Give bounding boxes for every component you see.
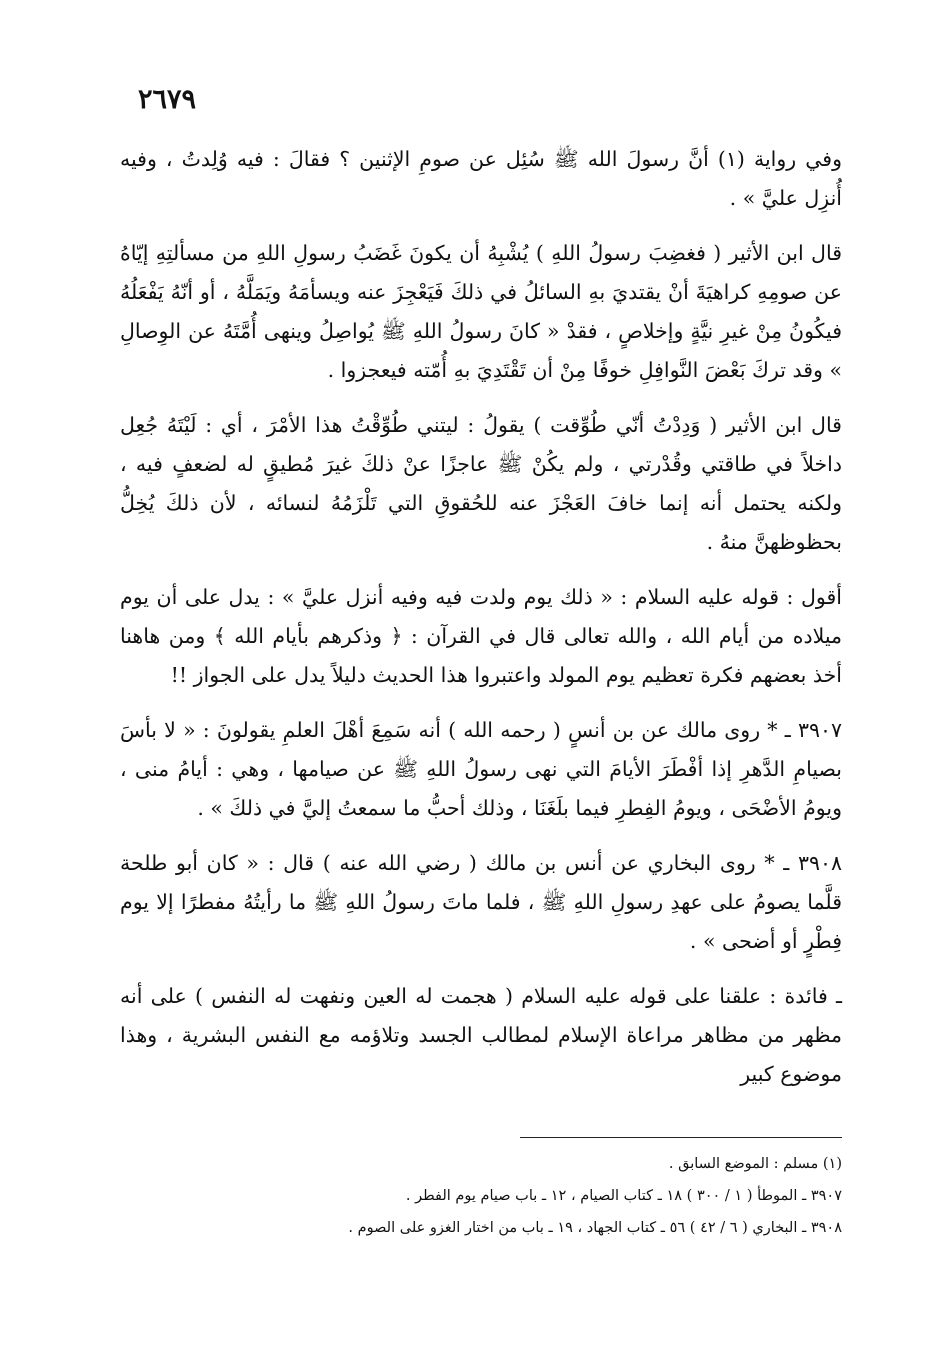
body-text xyxy=(120,140,842,1110)
footnote-divider xyxy=(520,1137,842,1138)
paragraph-ibn-athir-anger: قال ابن الأثير ( فغضِبَ رسولُ اللهِ ) يُشْبِهُ أن يكونَ غَضَبُ رسولِ اللهِ من مسألتِهِ إيّاهُ عن صومِهِ كراهيَةَ أنْ يقتديَ بهِ السائلُ في ذلكَ فَيَعْجِزَ عنه ويسأمَهُ ويَمَلَّهُ ، أو أنّهُ يَفْعَلُهُ فيكُونُ مِنْ غيرِ نيَّةٍ وإخلاصٍ ، فقدْ « كانَ رسولُ اللهِ ﷺ يُواصِلُ وينهى أُمَّتَهُ عن الوِصالِ » وقد تركَ بَعْضَ النَّوافِلِ خوفًا مِنْ أن تَقْتَدِيَ بهِ أُمّته فيعجزوا . xyxy=(120,241,842,382)
paragraph-hadith-3907: ٣٩٠٧ ـ * روى مالك عن بن أنسٍ ( رحمه الله ) أنه سَمِعَ أهْلَ العلمِ يقولونَ : « لا بأسَ بصيامِ الدَّهرِ إذا أفْطَرَ الأيامَ التي نهى رسولُ اللهِ ﷺ عن صيامها ، وهي : أيامُ منى ، ويومُ الأضْحَى ، ويومُ الفِطرِ فيما بلَغَنَا ، وذلك أحبُّ ما سمعتُ إليَّ في ذلكَ » . xyxy=(120,718,842,820)
paragraph-wednesday-hadith-narration: وفي رواية (١) أنَّ رسولَ الله ﷺ سُئِل عن صومِ الإثنين ؟ فقالَ : فيه وُلِدتُ ، وفيه أُنزِل عليَّ » . xyxy=(120,147,842,210)
paragraph-ibn-athir-capacity: قال ابن الأثير ( وَدِدْتُ أنّي طُوِّقت ) يقولُ : ليتني طُوِّقْتُ هذا الأمْرَ ، أي : لَيْتَهُ جُعِل داخلاً في طاقتي وقُدْرتي ، ولم يكُنْ ﷺ عاجزًا عنْ ذلكَ غيرَ مُطيقٍ له لضعفٍ فيه ، ولكنه يحتمل أنه إنما خافَ العَجْزَ عنه للحُقوقِ التي تَلْزَمُهُ لنسائه ، لأن ذلكَ يُخِلُّ بحظوظهنَّ منهُ . xyxy=(120,413,842,554)
paragraph-author-comment: أقول : قوله عليه السلام : « ذلك يوم ولدت فيه وفيه أنزل عليَّ » : يدل على أن يوم ميلاده من أيام الله ، والله تعالى قال في القرآن : ﴿ وذكرهم بأيام الله ﴾ ومن هاهنا أخذ بعضهم فكرة تعظيم يوم المولد واعتبروا هذا الحديث دليلاً يدل على الجواز !! xyxy=(120,585,842,687)
footnote-3908: ٣٩٠٨ ـ البخاري ( ٦ / ٤٢ ) ٥٦ ـ كتاب الجهاد ، ١٩ ـ باب من اختار الغزو على الصوم . xyxy=(348,1220,842,1236)
footnote-3907: ٣٩٠٧ ـ الموطأ ( ١ / ٣٠٠ ) ١٨ ـ كتاب الصيام ، ١٢ ـ باب صيام يوم الفطر . xyxy=(405,1188,842,1204)
footnotes xyxy=(200,1148,842,1244)
footnote-1: (١) مسلم : الموضع السابق . xyxy=(668,1156,842,1172)
page-number: ٢٦٧٩ xyxy=(138,84,197,115)
paragraph-benefit-note: ـ فائدة : علقنا على قوله عليه السلام ( هجمت له العين ونفهت له النفس ) على أنه مظهر من مظاهر مراعاة الإسلام لمطالب الجسد وتلاؤمه مع النفس البشرية ، وهذا موضوع كبير xyxy=(120,984,842,1086)
paragraph-hadith-3908: ٣٩٠٨ ـ * روى البخاري عن أنس بن مالك ( رضي الله عنه ) قال : « كان أبو طلحة قلَّما يصومُ على عهدِ رسولِ اللهِ ﷺ ، فلما ماتَ رسولُ اللهِ ﷺ ما رأيتُهُ مفطرًا إلا يوم فِطْرٍ أو أضحى » . xyxy=(120,851,842,953)
